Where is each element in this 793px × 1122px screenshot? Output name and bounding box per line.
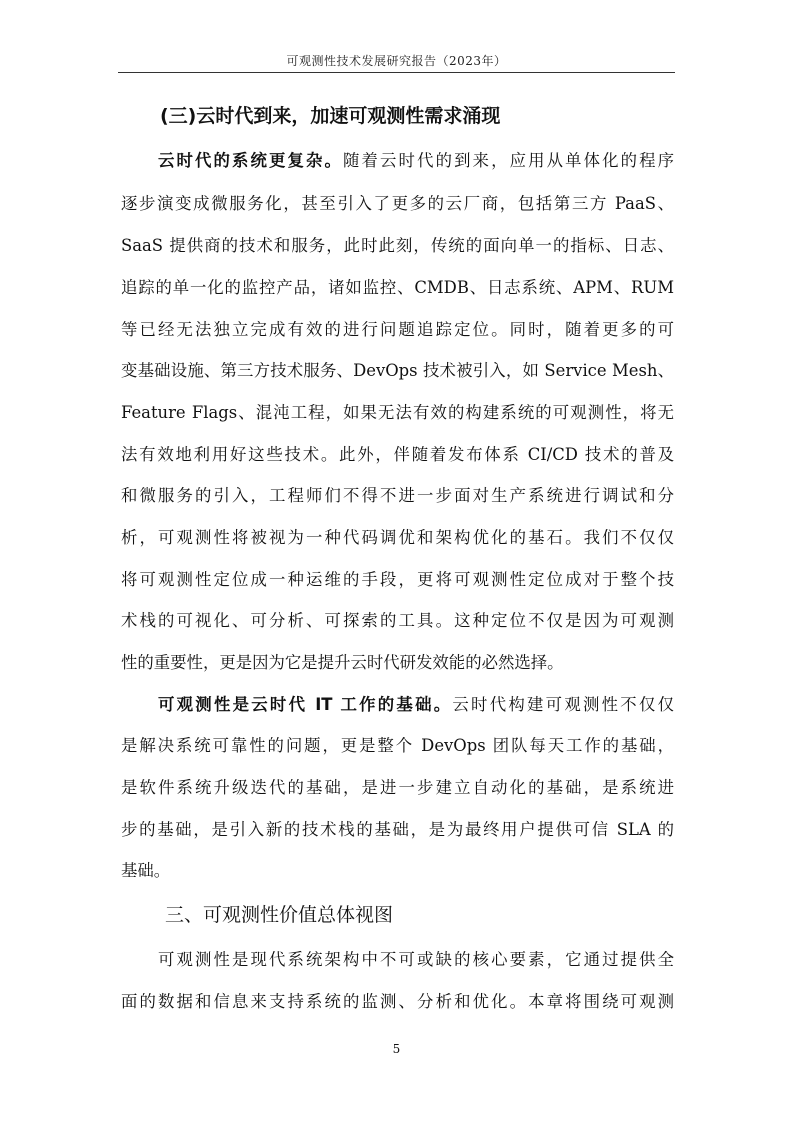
page-number: 5 <box>392 1042 401 1056</box>
paragraph-line: 追踪的单一化的监控产品，诸如监控、CMDB、日志系统、APM、RUM <box>121 278 674 297</box>
paragraph-line: 性的重要性，更是因为它是提升云时代研发效能的必然选择。 <box>121 653 564 672</box>
header-divider <box>118 72 675 73</box>
paragraph-line: 术栈的可视化、可分析、可探索的工具。这种定位不仅是因为可观测 <box>121 611 674 630</box>
paragraph-1-lead: 云时代的系统更复杂。 <box>158 151 344 170</box>
section-heading: (三)云时代到来，加速可观测性需求涌现 <box>160 105 501 127</box>
paragraph-2-first-line-text: 云时代构建可观测性不仅仅 <box>452 695 675 714</box>
paragraph-line: 等已经无法独立完成有效的进行问题追踪定位。同时，随着更多的可 <box>121 320 674 339</box>
paragraph-line: 是解决系统可靠性的问题，更是整个 DevOps 团队每天工作的基础， <box>121 736 674 755</box>
paragraph-line: 逐步演变成微服务化，甚至引入了更多的云厂商，包括第三方 PaaS、 <box>121 194 674 213</box>
chapter-heading: 三、可观测性价值总体视图 <box>165 904 394 926</box>
paragraph-line: 变基础设施、第三方技术服务、DevOps 技术被引入，如 Service Mesh、 <box>121 361 674 380</box>
paragraph-2-lead: 可观测性是云时代 IT 工作的基础。 <box>158 695 453 714</box>
paragraph-2-first-line <box>158 690 674 720</box>
paragraph-1-first-line-text: 随着云时代的到来，应用从单体化的程序 <box>343 151 675 170</box>
paragraph-line: 法有效地利用好这些技术。此外，伴随着发布体系 CI/CD 技术的普及 <box>121 445 674 464</box>
paragraph-line: 面的数据和信息来支持系统的监测、分析和优化。本章将围绕可观测 <box>121 992 674 1011</box>
paragraph-line: SaaS 提供商的技术和服务，此时此刻，传统的面向单一的指标、日志、 <box>121 236 674 255</box>
paragraph-line: Feature Flags、混沌工程，如果无法有效的构建系统的可观测性，将无 <box>121 403 674 422</box>
running-header: 可观测性技术发展研究报告（2023年） <box>286 54 507 68</box>
paragraph-3-first-line: 可观测性是现代系统架构中不可或缺的核心要素，它通过提供全 <box>158 950 674 969</box>
paragraph-1-first-line <box>158 146 674 176</box>
paragraph-line: 基础。 <box>121 861 171 880</box>
paragraph-line: 和微服务的引入，工程师们不得不进一步面对生产系统进行调试和分 <box>121 486 674 505</box>
paragraph-line: 步的基础，是引入新的技术栈的基础，是为最终用户提供可信 SLA 的 <box>121 820 674 839</box>
paragraph-line: 析，可观测性将被视为一种代码调优和架构优化的基石。我们不仅仅 <box>121 528 674 547</box>
paragraph-line: 将可观测性定位成一种运维的手段，更将可观测性定位成对于整个技 <box>121 570 674 589</box>
paragraph-line: 是软件系统升级迭代的基础，是进一步建立自动化的基础，是系统进 <box>121 778 674 797</box>
